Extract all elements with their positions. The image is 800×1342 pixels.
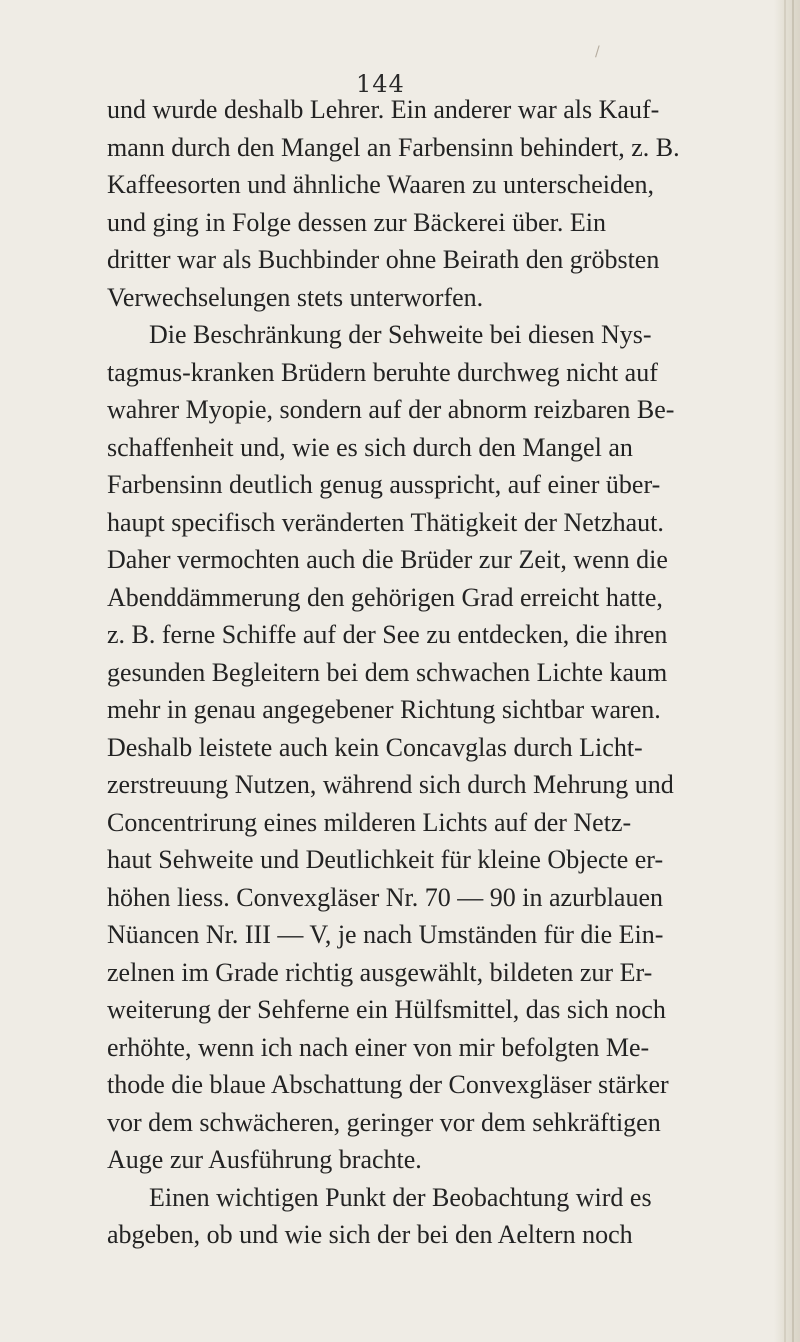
text-line: schaffenheit und, wie es sich durch den Mangel an — [107, 432, 633, 462]
page-number: 144 — [356, 70, 405, 98]
paragraph-start-line: Einen wichtigen Punkt der Beobachtung wird es — [149, 1182, 652, 1212]
text-line: wahrer Myopie, sondern auf der abnorm reizbaren Be- — [107, 395, 675, 424]
text-line: Daher vermochten auch die Brüder zur Zeit, wenn die — [107, 545, 668, 574]
text-line: weiterung der Sehferne ein Hülfsmittel, das sich noch — [107, 995, 666, 1024]
text-line: Abenddämmerung den gehörigen Grad erreicht hatte, — [107, 582, 663, 612]
text-line: höhen liess. Convexgläser Nr. 70 — 90 in azurblauen — [107, 882, 663, 912]
text-line: Deshalb leistete auch kein Concavglas durch Licht- — [107, 732, 643, 762]
text-line: vor dem schwächeren, geringer vor dem sehkräftigen — [107, 1107, 661, 1137]
text-line: mann durch den Mangel an Farbensinn behindert, z. B. — [107, 132, 680, 162]
text-line: und ging in Folge dessen zur Bäckerei über. Ein — [107, 207, 606, 237]
text-line: zerstreuung Nutzen, während sich durch Mehrung und — [107, 770, 674, 799]
text-line: Verwechselungen stets unterworfen. — [107, 282, 484, 312]
paragraph-start-line: Die Beschränkung der Sehweite bei diesen Nys- — [149, 320, 652, 349]
text-line: dritter war als Buchbinder ohne Beirath den gröbsten — [107, 245, 660, 274]
text-line: haut Sehweite und Deutlichkeit für kleine Objecte er- — [107, 845, 664, 874]
text-line: und wurde deshalb Lehrer. Ein anderer war als Kauf- — [107, 95, 660, 124]
text-line: Kaffeesorten und ähnliche Waaren zu unterscheiden, — [107, 170, 655, 199]
text-line: haupt specifisch veränderten Thätigkeit der Netzhaut. — [107, 507, 664, 537]
page-edge-shadow — [774, 0, 800, 1342]
text-line: Farbensinn deutlich genug ausspricht, auf einer über- — [107, 470, 661, 499]
text-line: zelnen im Grade richtig ausgewählt, bildeten zur Er- — [107, 957, 653, 987]
page-edge-line — [784, 0, 786, 1342]
text-line: thode die blaue Abschattung der Convexgläser stärker — [107, 1070, 669, 1099]
text-line: gesunden Begleitern bei dem schwachen Lichte kaum — [107, 657, 668, 687]
text-line: Auge zur Ausführung brachte. — [107, 1145, 422, 1174]
text-line: erhöhte, wenn ich nach einer von mir befolgten Me- — [107, 1032, 650, 1062]
page-edge-line — [792, 0, 794, 1342]
text-line: Concentrirung eines milderen Lichts auf der Netz- — [107, 807, 632, 837]
text-line: tagmus-kranken Brüdern beruhte durchweg nicht auf — [107, 357, 658, 387]
text-line: Nüancen Nr. III — V, je nach Umständen für die Ein- — [107, 920, 664, 949]
text-line: mehr in genau angegebener Richtung sichtbar waren. — [107, 695, 661, 724]
text-line: abgeben, ob und wie sich der bei den Aeltern noch — [107, 1220, 633, 1249]
pencil-mark-icon: / — [595, 44, 600, 60]
text-line: z. B. ferne Schiffe auf der See zu entdecken, die ihren — [107, 620, 668, 649]
body-text — [107, 91, 767, 1254]
